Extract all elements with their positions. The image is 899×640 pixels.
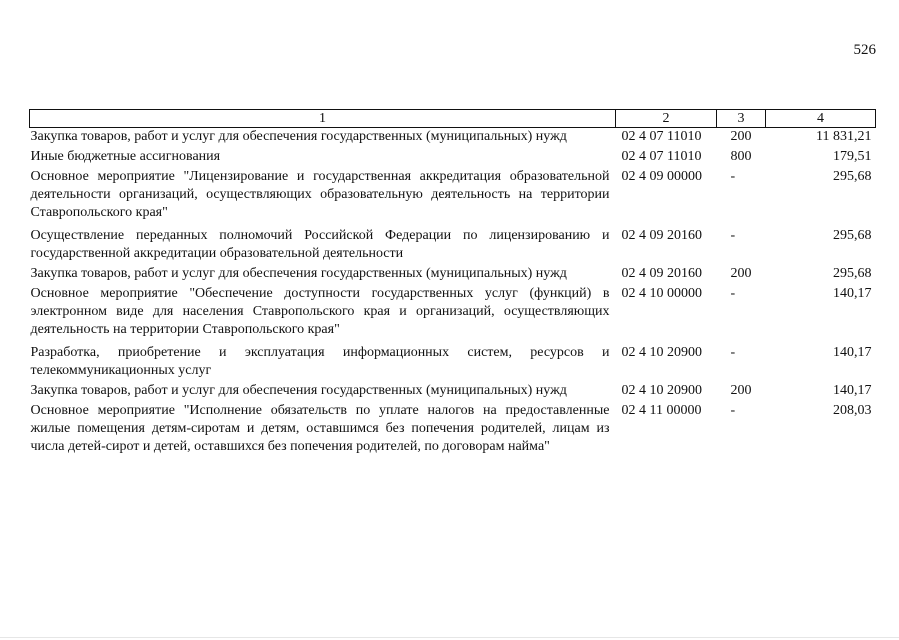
table-row <box>30 168 876 227</box>
row-type: - <box>730 286 736 301</box>
page-number: 526 <box>853 42 876 58</box>
row-type: - <box>730 345 736 360</box>
row-type: 200 <box>730 266 752 281</box>
header-col-3: 3 <box>717 110 766 128</box>
row-code: 02 4 10 00000 <box>621 286 702 301</box>
row-sum: 140,17 <box>833 383 872 398</box>
row-type: - <box>730 169 736 184</box>
table-row <box>30 402 876 458</box>
row-type: - <box>730 403 736 418</box>
table-row <box>30 265 876 285</box>
row-name: Иные бюджетные ассигнования <box>30 149 221 164</box>
row-code: 02 4 09 20160 <box>621 266 702 281</box>
row-sum: 11 831,21 <box>816 129 872 144</box>
row-name: Осуществление переданных полномочий Российской Федерации по лицензированию и государственной аккредитации образовательной деятельности <box>30 228 610 261</box>
row-sum: 295,68 <box>833 228 872 243</box>
row-name: Основное мероприятие "Обеспечение доступности государственных услуг (функций) в электронном виде для населения Ставропольского края и организаций, осуществляющих деятельность на территории Ставропольского края" <box>30 286 610 337</box>
row-type: 200 <box>730 383 752 398</box>
table-row <box>30 382 876 402</box>
table-header-row <box>30 110 876 128</box>
row-sum: 140,17 <box>833 345 872 360</box>
scan-edge-line <box>0 637 899 638</box>
row-name: Основное мероприятие "Исполнение обязательств по уплате налогов на предоставленные жилые помещения детям-сиротам и детям, оставшимся без попечения родителей, лицам из числа детей-сирот и детей, оставшихся без попечения родителей, по договорам найма" <box>30 403 610 454</box>
row-code: 02 4 09 00000 <box>621 169 702 184</box>
row-type: - <box>730 228 736 243</box>
row-name: Основное мероприятие "Лицензирование и государственная аккредитация образовательной деятельности организаций, осуществляющих образовательную деятельность на территории Ставропольского края" <box>30 169 610 220</box>
row-type: 800 <box>730 149 752 164</box>
row-name: Закупка товаров, работ и услуг для обеспечения государственных (муниципальных) нужд <box>30 266 567 281</box>
row-code: 02 4 11 00000 <box>621 403 702 418</box>
row-sum: 295,68 <box>833 169 872 184</box>
table-row <box>30 148 876 168</box>
row-code: 02 4 07 11010 <box>621 149 702 164</box>
header-col-1: 1 <box>30 110 616 128</box>
row-code: 02 4 10 20900 <box>621 345 702 360</box>
header-col-2: 2 <box>616 110 717 128</box>
row-code: 02 4 10 20900 <box>621 383 702 398</box>
row-code: 02 4 09 20160 <box>621 228 702 243</box>
table-row <box>30 128 876 149</box>
budget-table <box>29 109 876 458</box>
header-col-4: 4 <box>766 110 876 128</box>
row-sum: 295,68 <box>833 266 872 281</box>
row-sum: 140,17 <box>833 286 872 301</box>
table-row <box>30 285 876 344</box>
row-name: Закупка товаров, работ и услуг для обеспечения государственных (муниципальных) нужд <box>30 383 567 398</box>
row-name: Разработка, приобретение и эксплуатация информационных систем, ресурсов и телекоммуникационных услуг <box>30 345 610 378</box>
row-sum: 179,51 <box>833 149 872 164</box>
row-type: 200 <box>730 129 752 144</box>
table-row <box>30 227 876 265</box>
row-code: 02 4 07 11010 <box>621 129 702 144</box>
row-name: Закупка товаров, работ и услуг для обеспечения государственных (муниципальных) нужд <box>30 129 567 144</box>
row-sum: 208,03 <box>833 403 872 418</box>
table-row <box>30 344 876 382</box>
